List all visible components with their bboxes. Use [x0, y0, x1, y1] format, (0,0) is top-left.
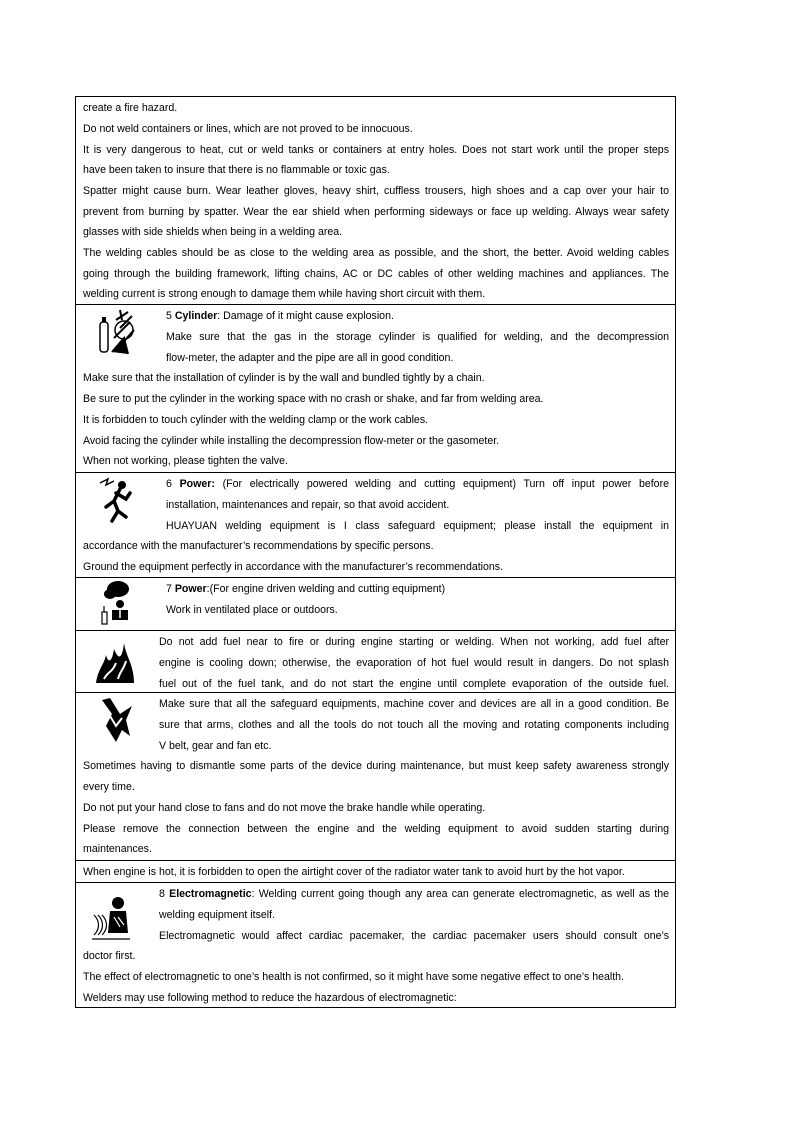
text-line: welding equipment itself.	[159, 909, 276, 921]
text-line: Make sure that the gas in the storage cylinder is qualified for welding, and the decompression	[166, 331, 669, 343]
fire-flame-icon	[94, 639, 136, 685]
exhaust-fumes-icon	[98, 580, 138, 628]
text-line: maintenances.	[83, 843, 152, 855]
text-line: The welding cables should be as close to the welding area as possible, and the short, the better. Avoid welding cables	[83, 247, 669, 259]
text-line: Make sure that all the safeguard equipments, machine cover and devices are all in a good condition. Be	[159, 698, 669, 710]
section-power-electric	[75, 472, 676, 577]
text-line: Ground the equipment perfectly in accordance with the manufacturer’s recommendations.	[83, 561, 504, 573]
text-line: Avoid facing the cylinder while installing the decompression flow-meter or the gasometer.	[83, 435, 500, 447]
section-fuel	[75, 630, 676, 692]
section-heading: 8 Electromagnetic: Welding current going though any area can generate electromagnetic, as well as the	[159, 888, 669, 900]
text-line: It is very dangerous to heat, cut or weld tanks or containers at entry holes. Does not start work until the proper steps	[83, 144, 669, 156]
text-line: Work in ventilated place or outdoors.	[166, 604, 338, 616]
text-line: The effect of electromagnetic to one’s health is not confirmed, so it might have some negative effect to one’s health.	[83, 971, 624, 983]
text-line: installation, maintenances and repair, so that avoid accident.	[166, 499, 450, 511]
text-line: have been taken to insure that there is no flammable or toxic gas.	[83, 164, 390, 176]
text-line: It is forbidden to touch cylinder with the welding clamp or the work cables.	[83, 414, 429, 426]
section-moving-parts	[75, 692, 676, 860]
text-line: When not working, please tighten the valve.	[83, 455, 288, 467]
section-heading: 5 Cylinder: Damage of it might cause explosion.	[166, 310, 394, 322]
section-radiator	[75, 860, 676, 882]
text-line: HUAYUAN welding equipment is I class safeguard equipment; please install the equipment in	[166, 520, 669, 532]
text-line: sure that arms, clothes and all the tools do not touch all the moving and rotating components including	[159, 719, 669, 731]
text-line: Do not put your hand close to fans and do not move the brake handle while operating.	[83, 802, 486, 814]
electric-shock-icon	[96, 477, 136, 525]
text-line: Do not weld containers or lines, which are not proved to be innocuous.	[83, 123, 413, 135]
text-line: Make sure that the installation of cylinder is by the wall and bundled tightly by a chain.	[83, 372, 485, 384]
text-line: Electromagnetic would affect cardiac pacemaker, the cardiac pacemaker users should consult one’s	[159, 930, 669, 942]
text-line: Do not add fuel near to fire or during engine starting or welding. When not working, add fuel after	[159, 636, 669, 648]
section-electromagnetic	[75, 882, 676, 1008]
text-line: engine is cooling down; otherwise, the evaporation of hot fuel would result in dangers. Do not splash	[159, 657, 669, 669]
text-line: every time.	[83, 781, 135, 793]
text-line: Welders may use following method to reduce the hazardous of electromagnetic:	[83, 992, 457, 1004]
moving-parts-hand-icon	[96, 696, 136, 746]
text-line: Spatter might cause burn. Wear leather gloves, heavy shirt, cuffless trousers, high shoes and a cap over your hair to	[83, 185, 669, 197]
text-line: create a fire hazard.	[83, 102, 178, 114]
section-fire	[75, 96, 676, 304]
text-line: welding current is strong enough to damage them while having short circuit with them.	[83, 288, 486, 300]
text-line: When engine is hot, it is forbidden to open the airtight cover of the radiator water tank to avoid hurt by the hot vapor.	[83, 866, 625, 878]
text-line: fuel out of the fuel tank, and do not start the engine until complete evaporation of the outside fuel.	[159, 678, 669, 690]
section-heading: 6 Power: (For electrically powered welding and cutting equipment) Turn off input power before	[166, 478, 669, 490]
text-line: prevent from burning by spatter. Wear the ear shield when performing sideways or face up welding. Always wear safety	[83, 206, 669, 218]
text-line: accordance with the manufacturer’s recommendations by specific persons.	[83, 540, 434, 552]
section-heading: 7 Power:(For engine driven welding and cutting equipment)	[166, 583, 446, 595]
text-line: glasses with side shields when being in a welding area.	[83, 226, 343, 238]
text-line: Please remove the connection between the engine and the welding equipment to avoid sudden starting during	[83, 823, 669, 835]
text-line: doctor first.	[83, 950, 136, 962]
text-line: Sometimes having to dismantle some parts of the device during maintenance, but must keep safety awareness strongly	[83, 760, 669, 772]
text-line: flow-meter, the adapter and the pipe are all in good condition.	[166, 352, 454, 364]
section-cylinder	[75, 304, 676, 472]
gas-cylinder-warning-icon	[98, 308, 138, 358]
section-power-engine	[75, 577, 676, 630]
electromagnetic-welder-icon	[90, 891, 134, 943]
text-line: going through the building framework, lifting chains, AC or DC cables of other welding machines and appliances. The	[83, 268, 669, 280]
text-line: V belt, gear and fan etc.	[159, 740, 272, 752]
text-line: Be sure to put the cylinder in the working space with no crash or shake, and far from welding area.	[83, 393, 544, 405]
